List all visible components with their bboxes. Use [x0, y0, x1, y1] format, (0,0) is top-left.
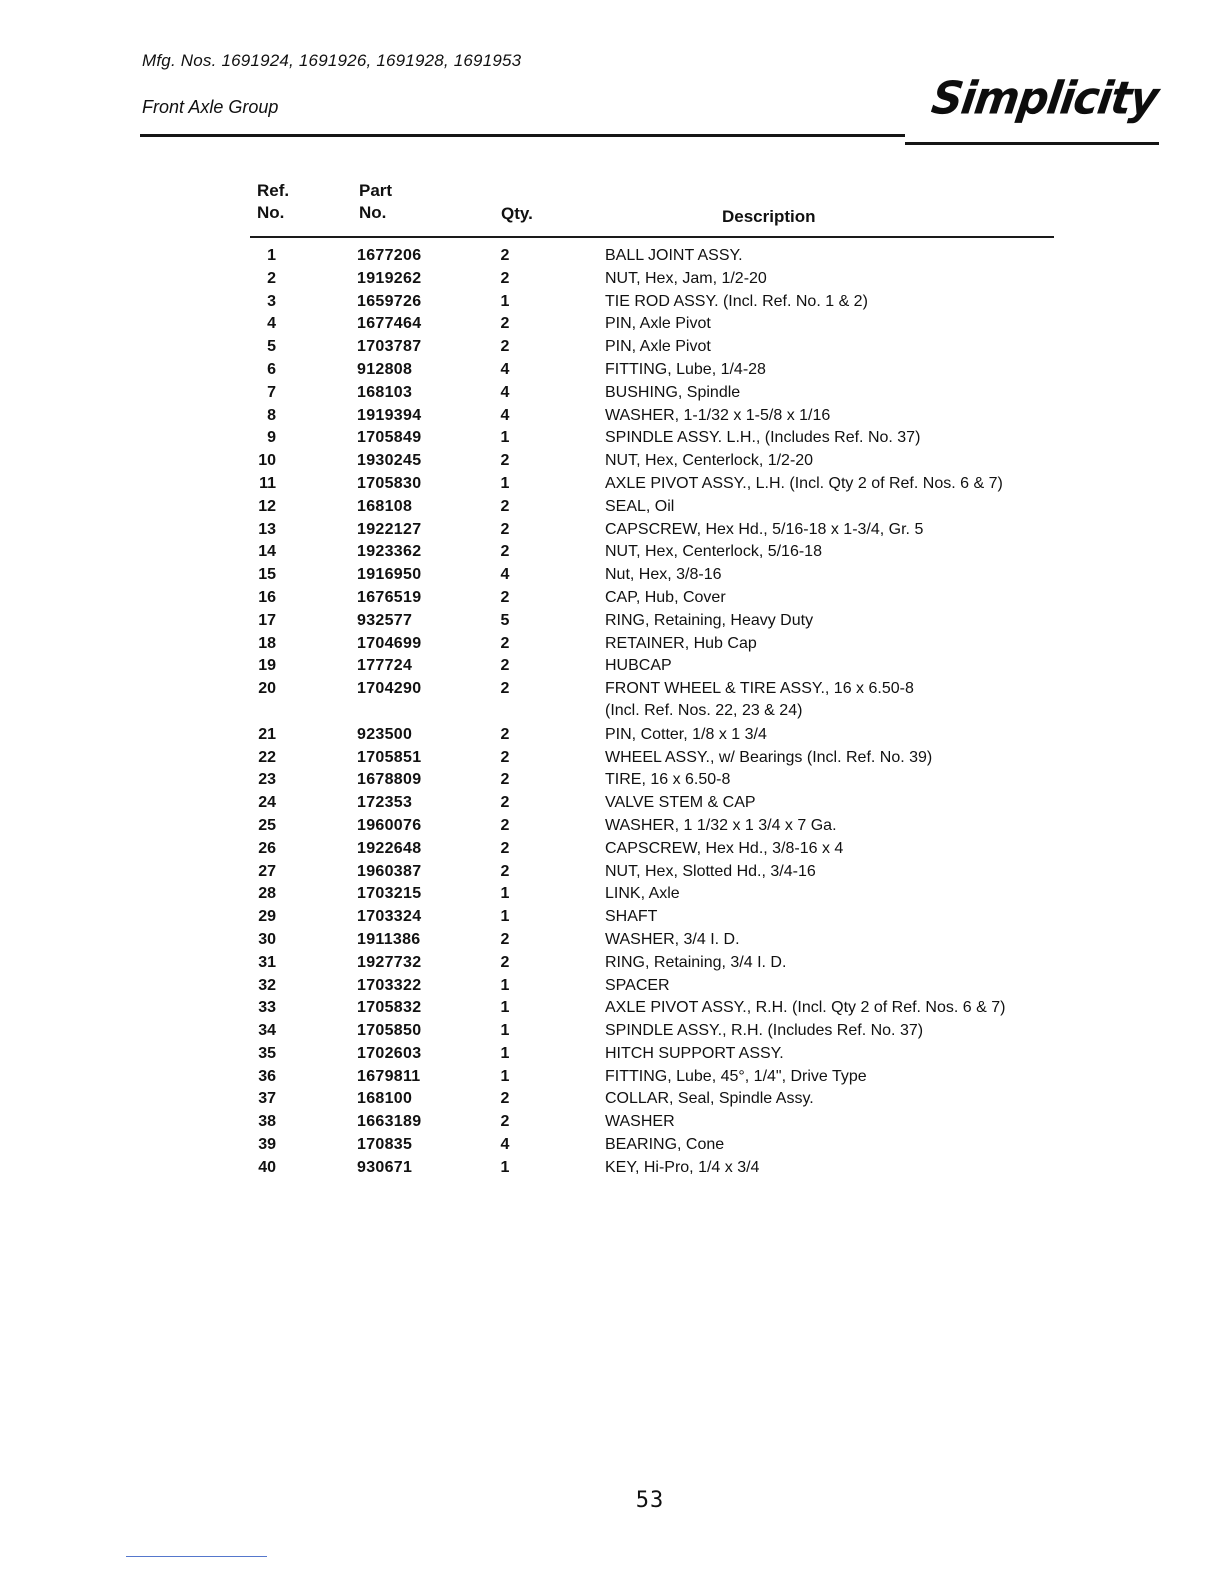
- column-header-qty: Qty.: [501, 204, 533, 223]
- description-cell: CAPSCREW, Hex Hd., 3/8-16 x 4: [605, 839, 844, 857]
- description-cell: NUT, Hex, Jam, 1/2-20: [605, 269, 767, 287]
- ref-cell: 2: [267, 269, 276, 287]
- qty-cell: 1: [500, 1158, 510, 1176]
- table-row: [0, 792, 1224, 815]
- qty-cell: 4: [500, 406, 510, 424]
- description-cell: SPINDLE ASSY. L.H., (Includes Ref. No. 37): [605, 429, 921, 447]
- qty-cell: 4: [500, 360, 510, 378]
- part-number-cell: 170835: [357, 1136, 413, 1154]
- ref-cell: 11: [259, 474, 276, 492]
- table-row: [0, 268, 1224, 291]
- ref-cell: 29: [258, 908, 276, 926]
- ref-cell: 34: [258, 1022, 276, 1040]
- ref-cell: 5: [267, 338, 276, 356]
- qty-cell: 4: [500, 566, 510, 584]
- column-header-description: Description: [722, 207, 816, 226]
- qty-cell: 2: [500, 269, 510, 287]
- ref-cell: 38: [258, 1113, 276, 1131]
- description-cell: SEAL, Oil: [605, 497, 675, 515]
- description-cell: KEY, Hi-Pro, 1/4 x 3/4: [605, 1158, 760, 1176]
- table-row: [0, 473, 1224, 496]
- part-number-cell: 1705849: [357, 429, 422, 447]
- table-row: [0, 245, 1224, 268]
- table-row: [0, 952, 1224, 975]
- part-number-cell: 1930245: [357, 452, 422, 470]
- description-cell: Nut, Hex, 3/8-16: [605, 566, 722, 584]
- part-number-cell: 1705851: [357, 748, 422, 766]
- qty-cell: 2: [500, 634, 510, 652]
- description-cell: AXLE PIVOT ASSY., R.H. (Incl. Qty 2 of Ref. Nos. 6 & 7): [605, 999, 1006, 1017]
- table-row: [0, 1020, 1224, 1043]
- ref-cell: 33: [258, 999, 276, 1017]
- part-number-cell: 1705850: [357, 1022, 422, 1040]
- qty-cell: 2: [500, 1090, 510, 1108]
- part-number-cell: 168103: [357, 383, 413, 401]
- description-cell: PIN, Cotter, 1/8 x 1 3/4: [605, 725, 767, 743]
- header-rule-left: [140, 134, 905, 137]
- part-number-cell: 1919394: [357, 406, 422, 424]
- ref-cell: 10: [258, 452, 276, 470]
- part-number-cell: 1923362: [357, 543, 422, 561]
- table-row: [0, 861, 1224, 884]
- description-cell: TIE ROD ASSY. (Incl. Ref. No. 1 & 2): [605, 292, 868, 310]
- description-cell: NUT, Hex, Centerlock, 5/16-18: [605, 543, 822, 561]
- ref-cell: 23: [258, 771, 276, 789]
- part-number-cell: 168100: [357, 1090, 413, 1108]
- description-cell: PIN, Axle Pivot: [605, 315, 711, 333]
- group-title: Front Axle Group: [142, 97, 279, 117]
- qty-cell: 5: [500, 611, 510, 629]
- part-number-cell: 1960387: [357, 862, 422, 880]
- ref-cell: 24: [258, 794, 276, 812]
- table-row: [0, 906, 1224, 929]
- part-number-cell: 1702603: [357, 1044, 422, 1062]
- ref-cell: 14: [258, 543, 276, 561]
- description-cell: VALVE STEM & CAP: [605, 794, 756, 812]
- ref-cell: 35: [258, 1044, 276, 1062]
- ref-cell: 26: [258, 839, 276, 857]
- part-number-cell: 1922648: [357, 839, 422, 857]
- table-row: [0, 564, 1224, 587]
- description-cell: LINK, Axle: [605, 885, 680, 903]
- description-cell: WASHER, 1 1/32 x 1 3/4 x 7 Ga.: [605, 816, 837, 834]
- qty-cell: 2: [500, 930, 510, 948]
- table-row: [0, 1043, 1224, 1066]
- part-number-cell: 1916950: [357, 566, 422, 584]
- qty-cell: 4: [500, 383, 510, 401]
- brand-logo: Simplicity: [928, 72, 1161, 126]
- description-cell: AXLE PIVOT ASSY., L.H. (Incl. Qty 2 of Ref. Nos. 6 & 7): [605, 474, 1003, 492]
- description-cell: RING, Retaining, Heavy Duty: [605, 611, 814, 629]
- table-row: [0, 450, 1224, 473]
- ref-cell: 12: [258, 497, 276, 515]
- ref-cell: 25: [258, 816, 276, 834]
- ref-cell: 8: [267, 406, 276, 424]
- part-number-cell: 923500: [357, 725, 413, 743]
- description-cell: WASHER, 1-1/32 x 1-5/8 x 1/16: [605, 406, 831, 424]
- qty-cell: 1: [500, 885, 510, 903]
- qty-cell: 2: [500, 315, 510, 333]
- description-cell: CAP, Hub, Cover: [605, 588, 726, 606]
- qty-cell: 4: [500, 1136, 510, 1154]
- part-number-cell: 1960076: [357, 816, 422, 834]
- ref-cell: 32: [258, 976, 276, 994]
- table-row: [0, 724, 1224, 747]
- part-number-cell: 1919262: [357, 269, 422, 287]
- table-row: [0, 1157, 1224, 1180]
- table-row: [0, 496, 1224, 519]
- ref-cell: 16: [258, 588, 276, 606]
- qty-cell: 1: [500, 1022, 510, 1040]
- description-cell: RETAINER, Hub Cap: [605, 634, 757, 652]
- table-row: [0, 359, 1224, 382]
- qty-cell: 2: [500, 543, 510, 561]
- ref-cell: 30: [258, 930, 276, 948]
- ref-cell: 28: [258, 885, 276, 903]
- header-rule-right: [905, 142, 1159, 145]
- ref-cell: 31: [258, 953, 276, 971]
- description-cell: COLLAR, Seal, Spindle Assy.: [605, 1090, 814, 1108]
- table-row: [0, 382, 1224, 405]
- part-number-cell: 932577: [357, 611, 413, 629]
- table-row: [0, 1134, 1224, 1157]
- description-cell: WASHER: [605, 1113, 675, 1131]
- qty-cell: 1: [500, 292, 510, 310]
- ref-cell: 20: [258, 680, 276, 698]
- mfg-numbers: Mfg. Nos. 1691924, 1691926, 1691928, 1691953: [142, 51, 522, 70]
- description-cell: FITTING, Lube, 1/4-28: [605, 360, 766, 378]
- ref-cell: 13: [258, 520, 276, 538]
- description-cell: HUBCAP: [605, 657, 672, 675]
- qty-cell: 2: [500, 657, 510, 675]
- table-row: [0, 1066, 1224, 1089]
- column-header-ref: [257, 180, 289, 224]
- qty-cell: 2: [500, 452, 510, 470]
- qty-cell: 2: [500, 520, 510, 538]
- table-header-rule: [250, 236, 1054, 238]
- column-header-part: [359, 180, 392, 224]
- part-number-cell: 177724: [357, 657, 413, 675]
- description-cell: NUT, Hex, Centerlock, 1/2-20: [605, 452, 814, 470]
- description-cell: SHAFT: [605, 908, 658, 926]
- table-row: [0, 291, 1224, 314]
- ref-cell: 4: [267, 315, 276, 333]
- table-row: [0, 336, 1224, 359]
- part-number-cell: 1677206: [357, 247, 422, 264]
- description-cell: TIRE, 16 x 6.50-8: [605, 771, 731, 789]
- ref-cell: 17: [258, 611, 276, 629]
- qty-cell: 2: [500, 816, 510, 834]
- description-cell: SPACER: [605, 976, 670, 994]
- description-cell: NUT, Hex, Slotted Hd., 3/4-16: [605, 862, 816, 880]
- qty-cell: 1: [500, 429, 510, 447]
- ref-cell: 1: [267, 247, 276, 264]
- part-number-cell: 1663189: [357, 1113, 422, 1131]
- description-cell: PIN, Axle Pivot: [605, 338, 711, 356]
- part-number-cell: 1676519: [357, 588, 422, 606]
- page-number: 53: [635, 1488, 665, 1513]
- description-cell: WHEEL ASSY., w/ Bearings (Incl. Ref. No. 39): [605, 748, 933, 766]
- table-row: [0, 1111, 1224, 1134]
- part-number-cell: 1705832: [357, 999, 422, 1017]
- qty-cell: 2: [500, 839, 510, 857]
- ref-cell: 19: [258, 657, 276, 675]
- ref-cell: 22: [258, 748, 276, 766]
- part-number-cell: 1927732: [357, 953, 422, 971]
- qty-cell: 2: [500, 588, 510, 606]
- scan-artifact-line: [126, 1556, 267, 1557]
- qty-cell: 2: [500, 338, 510, 356]
- qty-cell: 2: [500, 725, 510, 743]
- description-cell: BUSHING, Spindle: [605, 383, 741, 401]
- description-cell: WASHER, 3/4 I. D.: [605, 930, 740, 948]
- ref-cell: 21: [258, 725, 276, 743]
- description-cell: SPINDLE ASSY., R.H. (Includes Ref. No. 37): [605, 1022, 924, 1040]
- qty-cell: 2: [500, 247, 510, 264]
- parts-table-body: [0, 245, 1224, 1180]
- part-number-cell: 1705830: [357, 474, 422, 492]
- table-row: [0, 838, 1224, 861]
- qty-cell: 2: [500, 771, 510, 789]
- qty-cell: 2: [500, 953, 510, 971]
- ref-cell: 9: [267, 429, 276, 447]
- column-header-part-line1: Part: [359, 181, 393, 200]
- description-cell: CAPSCREW, Hex Hd., 5/16-18 x 1-3/4, Gr. 5: [605, 520, 924, 538]
- qty-cell: 1: [500, 976, 510, 994]
- description-cell: BALL JOINT ASSY.: [605, 247, 743, 264]
- qty-cell: 1: [500, 999, 510, 1017]
- part-number-cell: 168108: [357, 497, 413, 515]
- part-number-cell: 172353: [357, 794, 413, 812]
- ref-cell: 18: [258, 634, 276, 652]
- qty-cell: 1: [500, 1044, 510, 1062]
- table-row: [0, 633, 1224, 656]
- qty-cell: 1: [500, 474, 510, 492]
- ref-cell: 15: [258, 566, 276, 584]
- ref-cell: 37: [258, 1090, 276, 1108]
- qty-cell: 2: [500, 497, 510, 515]
- ref-cell: 7: [267, 383, 276, 401]
- ref-cell: 40: [258, 1158, 276, 1176]
- description-cell: HITCH SUPPORT ASSY.: [605, 1044, 784, 1062]
- table-row: [0, 997, 1224, 1020]
- qty-cell: 2: [500, 862, 510, 880]
- part-number-cell: 1677464: [357, 315, 422, 333]
- table-row: [0, 587, 1224, 610]
- table-row: [0, 929, 1224, 952]
- description-cell: RING, Retaining, 3/4 I. D.: [605, 953, 787, 971]
- part-number-cell: 930671: [357, 1158, 413, 1176]
- table-row: [0, 769, 1224, 792]
- part-number-cell: 1703787: [357, 338, 422, 356]
- ref-cell: 36: [258, 1067, 276, 1085]
- column-header-part-line2: No.: [359, 203, 387, 222]
- part-number-cell: 1911386: [357, 930, 421, 948]
- part-number-cell: 1704290: [357, 680, 422, 698]
- qty-cell: 1: [500, 1067, 510, 1085]
- qty-cell: 1: [500, 908, 510, 926]
- qty-cell: 2: [500, 794, 510, 812]
- part-number-cell: 1703322: [357, 976, 422, 994]
- qty-cell: 2: [500, 748, 510, 766]
- description-cell: BEARING, Cone: [605, 1136, 725, 1154]
- table-row: [0, 883, 1224, 906]
- part-number-cell: 912808: [357, 360, 413, 378]
- table-row: [0, 678, 1224, 724]
- table-row: [0, 541, 1224, 564]
- ref-cell: 27: [258, 862, 276, 880]
- part-number-cell: 1922127: [357, 520, 422, 538]
- part-number-cell: 1704699: [357, 634, 422, 652]
- table-row: [0, 313, 1224, 336]
- ref-cell: 6: [267, 360, 276, 378]
- part-number-cell: 1678809: [357, 771, 422, 789]
- qty-cell: 2: [500, 1113, 510, 1131]
- column-header-ref-line2: No.: [257, 203, 285, 222]
- table-row: [0, 427, 1224, 450]
- table-row: [0, 405, 1224, 428]
- description-cell: FITTING, Lube, 45°, 1/4", Drive Type: [605, 1067, 867, 1085]
- table-row: [0, 519, 1224, 542]
- part-number-cell: 1679811: [357, 1067, 421, 1085]
- table-row: [0, 610, 1224, 633]
- table-row: [0, 1088, 1224, 1111]
- qty-cell: 2: [500, 680, 510, 698]
- part-number-cell: 1703215: [357, 885, 422, 903]
- part-number-cell: 1659726: [357, 292, 422, 310]
- part-number-cell: 1703324: [357, 908, 422, 926]
- column-header-ref-line1: Ref.: [257, 181, 290, 200]
- table-row: [0, 815, 1224, 838]
- ref-cell: 39: [258, 1136, 276, 1154]
- table-row: [0, 975, 1224, 998]
- table-row: [0, 655, 1224, 678]
- ref-cell: 3: [267, 292, 276, 310]
- description-cell: FRONT WHEEL & TIRE ASSY., 16 x 6.50-8 (Incl. Ref. Nos. 22, 23 & 24): [605, 680, 914, 720]
- table-row: [0, 747, 1224, 770]
